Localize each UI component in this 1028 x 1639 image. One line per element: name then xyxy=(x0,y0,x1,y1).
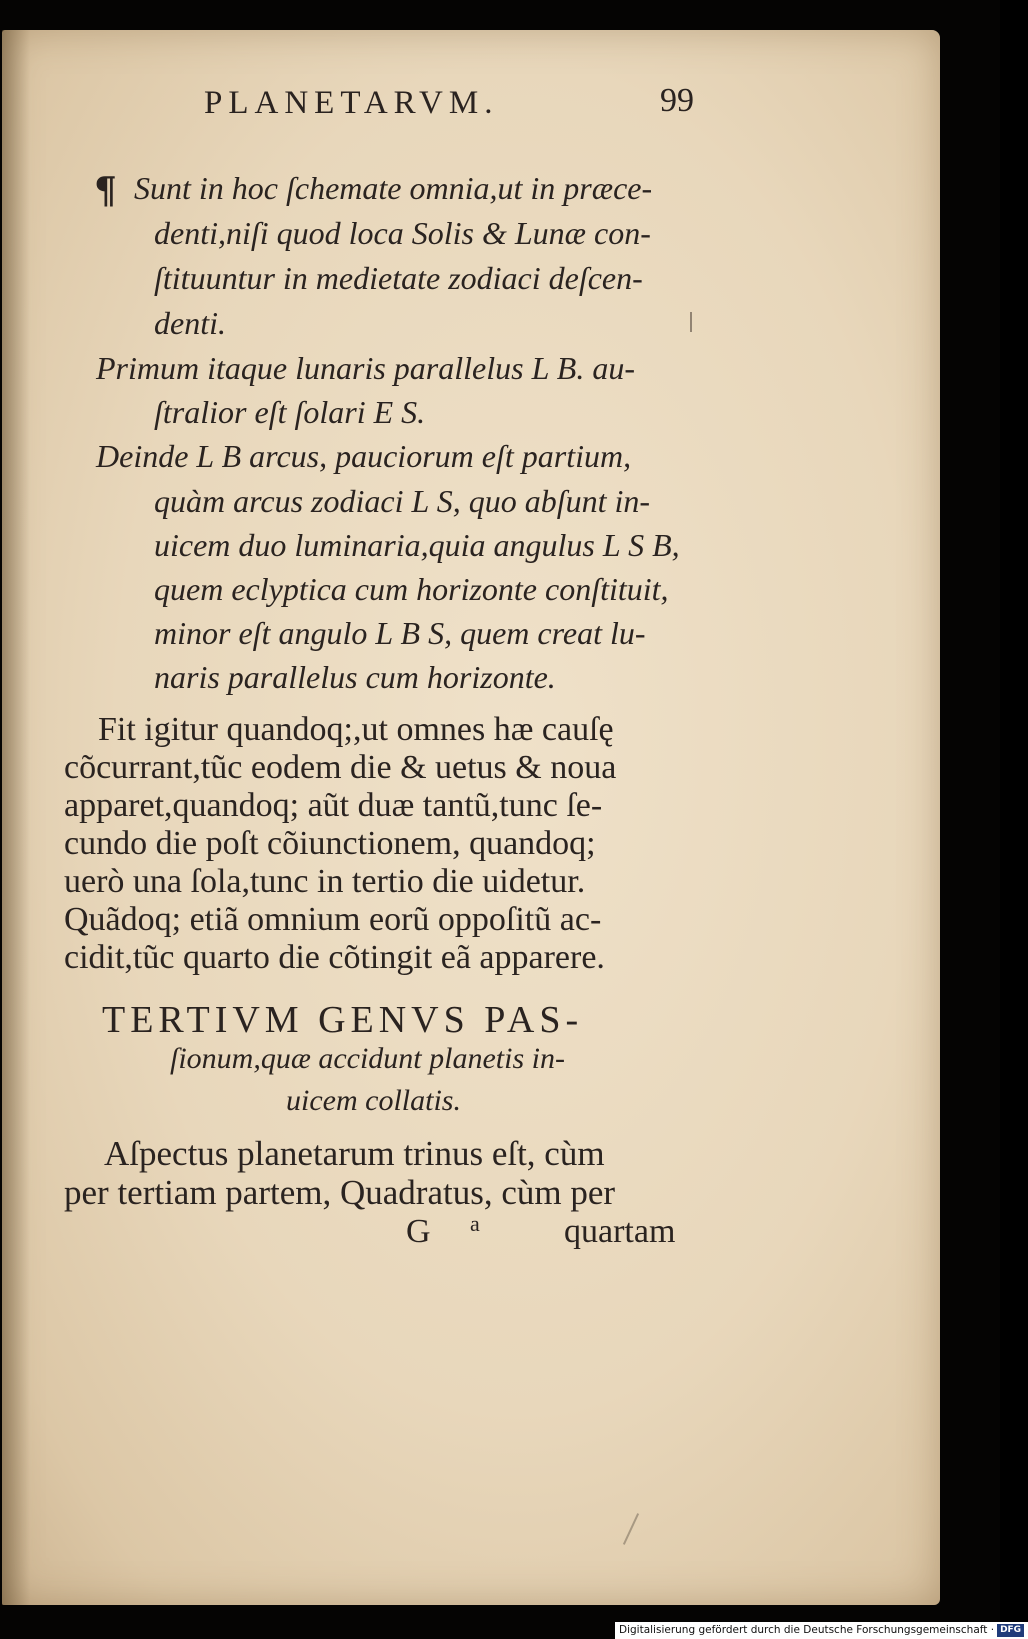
text-line: Fit igitur quandoq;,ut omnes hæ cauſę xyxy=(98,711,614,748)
catchword: quartam xyxy=(564,1213,676,1250)
text-line: naris parallelus cum horizonte. xyxy=(154,659,556,695)
paper-speck xyxy=(690,312,692,332)
signature-mark: a xyxy=(470,1211,480,1236)
book-page xyxy=(2,30,940,1605)
paper-speck xyxy=(623,1513,639,1545)
text-line: denti. xyxy=(154,305,226,341)
text-line: cõcurrant,tũc eodem die & uetus & noua xyxy=(64,749,617,786)
text-line: ſtituuntur in medietate zodiaci deſcen- xyxy=(154,260,643,296)
text-line: quàm arcus zodiaci L S, quo abſunt in- xyxy=(154,483,651,519)
credit-text: Digitalisierung gefördert durch die Deutsche Forschungsgemeinschaft · xyxy=(619,1624,995,1636)
text-line: minor eſt angulo L B S, quem creat lu- xyxy=(154,615,646,651)
text-line: uerò una ſola,tunc in tertio die uidetur. xyxy=(64,863,586,900)
text-line: ſtralior eſt ſolari E S. xyxy=(154,394,426,430)
text-line: cidit,tũc quarto die cõtingit eã apparere. xyxy=(64,939,605,976)
text-line: uicem duo luminaria,quia angulus L S B, xyxy=(154,527,680,563)
text-line: per tertiam partem, Quadratus, cùm per xyxy=(64,1173,616,1212)
dfg-logo-icon: DFG xyxy=(997,1624,1024,1637)
text-line: apparet,quandoq; aũt duæ tantũ,tunc ſe- xyxy=(64,787,603,824)
text-line: cundo die poſt cõiunctionem, quandoq; xyxy=(64,825,596,862)
text-line: Quãdoq; etiã omnium eorũ oppoſitũ ac- xyxy=(64,901,602,938)
text-line: Aſpectus planetarum trinus eſt, cùm xyxy=(104,1134,605,1173)
section-subheading: uicem collatis. xyxy=(286,1084,461,1117)
text-line: denti,niſi quod loca Solis & Lunæ con- xyxy=(154,215,651,251)
signature-mark: G xyxy=(406,1213,431,1250)
running-head: PLANETARVM. xyxy=(204,85,499,121)
text-line: Deinde L B arcus, pauciorum eſt partium, xyxy=(96,438,632,474)
text-line: Sunt in hoc ſchemate omnia,ut in præce- xyxy=(134,170,653,206)
page-number: 99 xyxy=(660,82,694,119)
pilcrow-icon: ¶ xyxy=(94,170,117,212)
digitization-credit xyxy=(615,1622,1028,1639)
text-line: Primum itaque lunaris parallelus L B. au- xyxy=(96,350,635,386)
section-subheading: ſionum,quæ accidunt planetis in- xyxy=(170,1042,565,1075)
text-line: quem eclyptica cum horizonte conſtituit, xyxy=(154,571,669,607)
section-heading: TERTIVM GENVS PAS- xyxy=(102,999,584,1041)
